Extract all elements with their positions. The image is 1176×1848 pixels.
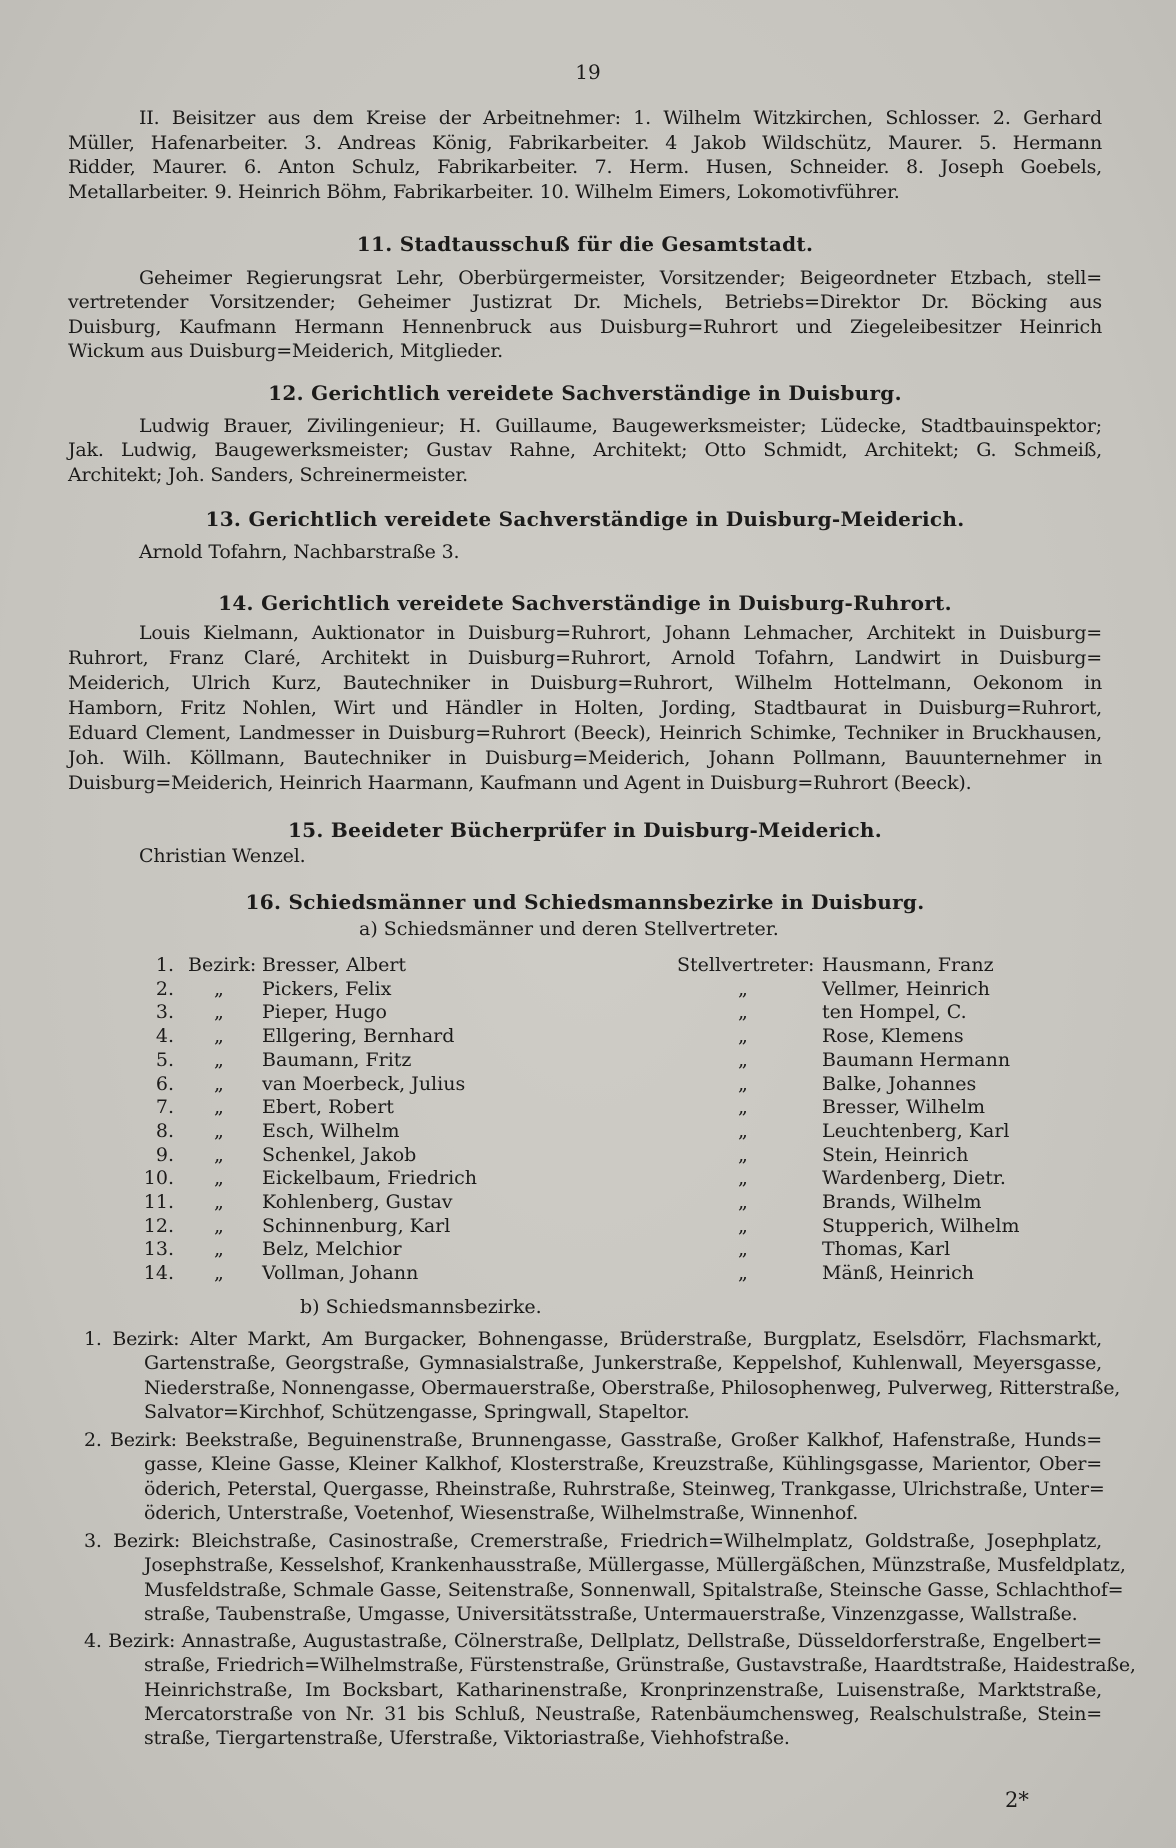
text-line: Duisburg=Meiderich, Heinrich Haarmann, Kaufmann und Agent in Duisburg=Ruhrort (Beeck). [68,772,972,794]
ditto-mark: „ [214,1191,224,1213]
section-heading: 15. Beeideter Bücherprüfer in Duisburg-Meiderich. [287,818,883,842]
text-line: Wickum aus Duisburg=Meiderich, Mitglieder. [68,340,504,363]
deputy-name: Brands, Wilhelm [822,1191,982,1213]
row-number: 6. [155,1072,174,1095]
ditto-mark: „ [214,1262,224,1285]
section-heading: 11. Stadtausschuß für die Gesamtstadt. [356,232,814,256]
text-line: Joh. Wilh. Köllmann, Bautechniker in Duisburg=Meiderich, Johann Pollmann, Bauunternehmer in [68,747,1102,769]
text-line: Louis Kielmann, Auktionator in Duisburg=Ruhrort, Johann Lehmacher, Architekt in Duisburg= [139,622,1102,644]
page-number: 19 [575,60,601,84]
district-line: straße, Tiergartenstraße, Uferstraße, Viktoriastraße, Viehhofstraße. [144,1727,790,1750]
section-heading: 12. Gerichtlich vereidete Sachverständige in Duisburg. [268,381,902,405]
deputy-label: Stellvertreter: [677,954,815,976]
ditto-mark: „ [738,977,748,1000]
subheading-b: b) Schiedsmannsbezirke. [300,1296,542,1318]
ditto-mark: „ [738,1191,748,1213]
district-line: straße, Taubenstraße, Umgasse, Universitätsstraße, Untermauerstraße, Vinzenzgasse, Wallstraße. [144,1602,1078,1625]
ditto-mark: „ [738,1143,748,1166]
deputy-name: Rose, Klemens [822,1025,964,1048]
ditto-mark: „ [738,1001,748,1024]
deputy-name: Vellmer, Heinrich [822,977,990,1000]
ditto-mark: „ [738,1167,748,1190]
row-number: 2. [155,977,174,1000]
text-line: Geheimer Regierungsrat Lehr, Oberbürgermeister, Vorsitzender; Beigeordneter Etzbach, stell= [139,267,1102,289]
arbitrator-name: Esch, Wilhelm [262,1119,400,1142]
arbitrator-name: van Moerbeck, Julius [262,1072,466,1095]
district-line: Musfeldstraße, Schmale Gasse, Seitenstraße, Sonnenwall, Spitalstraße, Steinsche Gasse, Schlachthof= [144,1578,1124,1601]
ditto-mark: „ [738,1072,748,1095]
ditto-mark: „ [214,1119,224,1142]
text-line: Müller, Hafenarbeiter. 3. Andreas König, Fabrikarbeiter. 4 Jakob Wildschütz, Maurer. 5. Hermann [68,131,1102,154]
row-number: 5. [155,1048,174,1071]
district-line: gasse, Kleine Gasse, Kleiner Kalkhof, Klosterstraße, Kreuzstraße, Kühlingsgasse, Marientor, Ober= [144,1453,1102,1476]
deputy-name: Wardenberg, Dietr. [822,1167,1006,1190]
text-line: Ridder, Maurer. 6. Anton Schulz, Fabrikarbeiter. 7. Herm. Husen, Schneider. 8. Joseph Goebels, [68,156,1102,179]
arbitrator-name: Belz, Melchior [262,1238,402,1261]
ditto-mark: „ [214,1072,224,1095]
ditto-mark: „ [214,1096,224,1119]
district-line: Gartenstraße, Georgstraße, Gymnasialstraße, Junkerstraße, Keppelshof, Kuhlenwall, Meyersgasse, [144,1352,1102,1375]
text-line: vertretender Vorsitzender; Geheimer Justizrat Dr. Michels, Betriebs=Direktor Dr. Böcking aus [68,291,1102,314]
arbitrator-name: Baumann, Fritz [262,1048,412,1071]
deputy-name: Stein, Heinrich [822,1143,969,1166]
district-line: öderich, Peterstal, Quergasse, Rheinstraße, Ruhrstraße, Steinweg, Trankgasse, Ulrichstraße, Unter= [144,1477,1105,1500]
deputy-name: Hausmann, Franz [822,954,994,976]
arbitrator-name: Pieper, Hugo [262,1001,387,1024]
row-number: 10. [143,1167,174,1190]
row-number: 7. [155,1096,174,1119]
section-heading: 16. Schiedsmänner und Schiedsmannsbezirke in Duisburg. [245,890,925,914]
ditto-mark: „ [214,1214,224,1237]
district-line: Salvator=Kirchhof, Schützengasse, Springwall, Stapeltor. [144,1400,690,1423]
section-heading: 14. Gerichtlich vereidete Sachverständige in Duisburg-Ruhrort. [218,591,952,615]
bezirk-label: Bezirk: [188,954,257,976]
text-line: Metallarbeiter. 9. Heinrich Böhm, Fabrikarbeiter. 10. Wilhelm Eimers, Lokomotivführer. [68,180,900,203]
district-line: öderich, Unterstraße, Voetenhof, Wiesenstraße, Wilhelmstraße, Winnenhof. [144,1501,859,1524]
text-line: II. Beisitzer aus dem Kreise der Arbeitnehmer: 1. Wilhelm Witzkirchen, Schlosser. 2. Gerhard [139,107,1102,129]
arbitrator-name: Pickers, Felix [262,977,392,1000]
ditto-mark: „ [214,977,224,1000]
deputy-name: Stupperich, Wilhelm [822,1214,1020,1237]
row-number: 4. [155,1025,174,1048]
ditto-mark: „ [214,1048,224,1071]
deputy-name: Leuchtenberg, Karl [822,1119,1010,1142]
district-line: Heinrichstraße, Im Bocksbart, Katharinenstraße, Kronprinzenstraße, Luisenstraße, Marktstraße, [144,1678,1102,1701]
district-line: 3. Bezirk: Bleichstraße, Casinostraße, Cremerstraße, Friedrich=Wilhelmplatz, Goldstraße, Josephplatz, [84,1530,1102,1552]
text-line: Duisburg, Kaufmann Hermann Hennenbruck aus Duisburg=Ruhrort und Ziegeleibesitzer Heinrich [68,315,1102,338]
deputy-name: ten Hompel, C. [822,1001,967,1024]
ditto-mark: „ [738,1238,748,1261]
arbitrator-name: Schinnenburg, Karl [262,1214,451,1237]
district-line: Mercatorstraße von Nr. 31 bis Schluß, Neustraße, Ratenbäumchensweg, Realschulstraße, Stein= [144,1702,1102,1725]
text-line: Christian Wenzel. [139,845,306,867]
arbitrator-name: Eickelbaum, Friedrich [262,1167,478,1190]
text-line: Arnold Tofahrn, Nachbarstraße 3. [139,541,460,563]
arbitrator-name: Schenkel, Jakob [262,1143,417,1166]
text-line: Ludwig Brauer, Zivilingenieur; H. Guillaume, Baugewerksmeister; Lüdecke, Stadtbauinspektor; [139,415,1102,437]
text-line: Meiderich, Ulrich Kurz, Bautechniker in Duisburg=Ruhrort, Wilhelm Hottelmann, Oekonom in [68,672,1102,694]
arbitrator-name: Vollman, Johann [262,1262,419,1285]
ditto-mark: „ [738,1096,748,1119]
ditto-mark: „ [738,1214,748,1237]
ditto-mark: „ [214,1001,224,1024]
subheading-a: a) Schiedsmänner und deren Stellvertreter. [359,918,779,940]
ditto-mark: „ [738,1025,748,1048]
deputy-name: Mänß, Heinrich [822,1262,974,1285]
text-line: Architekt; Joh. Sanders, Schreinermeister. [68,463,468,486]
arbitrator-name: Bresser, Albert [262,954,407,976]
district-line: straße, Friedrich=Wilhelmstraße, Fürstenstraße, Grünstraße, Gustavstraße, Haardtstraße, Haidestraße, [144,1654,1136,1677]
district-line: 4. Bezirk: Annastraße, Augustastraße, Cölnerstraße, Dellplatz, Dellstraße, Düsseldorferstraße, Engelbert= [84,1630,1102,1652]
text-line: Ruhrort, Franz Claré, Architekt in Duisburg=Ruhrort, Arnold Tofahrn, Landwirt in Duisburg= [68,647,1102,669]
ditto-mark: „ [738,1119,748,1142]
ditto-mark: „ [738,1048,748,1071]
row-number: 14. [143,1262,174,1285]
arbitrator-name: Ellgering, Bernhard [262,1025,455,1048]
section-heading: 13. Gerichtlich vereidete Sachverständige in Duisburg-Meiderich. [205,507,965,531]
row-number: 12. [143,1214,174,1237]
row-number: 9. [155,1143,174,1166]
row-number: 3. [155,1001,174,1024]
signature-mark: 2* [1005,1788,1029,1812]
ditto-mark: „ [214,1143,224,1166]
ditto-mark: „ [214,1025,224,1048]
arbitrator-name: Kohlenberg, Gustav [262,1191,453,1213]
deputy-name: Baumann Hermann [822,1048,1011,1071]
ditto-mark: „ [738,1262,748,1285]
text-line: Hamborn, Fritz Nohlen, Wirt und Händler in Holten, Jording, Stadtbaurat in Duisburg=Ruhrort, [68,697,1102,719]
text-line: Jak. Ludwig, Baugewerksmeister; Gustav Rahne, Architekt; Otto Schmidt, Architekt; G. Schmeiß, [68,439,1102,462]
row-number: 13. [143,1238,174,1261]
deputy-name: Thomas, Karl [822,1238,951,1261]
deputy-name: Bresser, Wilhelm [822,1096,986,1119]
row-number: 8. [155,1119,174,1142]
row-number: 1. [155,954,174,976]
district-line: Niederstraße, Nonnengasse, Obermauerstraße, Oberstraße, Philosophenweg, Pulverweg, Ritterstraße, [144,1376,1121,1399]
district-line: Josephstraße, Kesselshof, Krankenhausstraße, Müllergasse, Müllergäßchen, Münzstraße, Musfeldplatz, [144,1554,1126,1577]
deputy-name: Balke, Johannes [822,1072,977,1095]
row-number: 11. [143,1191,174,1213]
text-line: Eduard Clement, Landmesser in Duisburg=Ruhrort (Beeck), Heinrich Schimke, Techniker in Bruckhausen, [68,722,1102,744]
district-line: 2. Bezirk: Beekstraße, Beguinenstraße, Brunnengasse, Gasstraße, Großer Kalkhof, Hafenstraße, Hunds= [84,1429,1102,1451]
ditto-mark: „ [214,1167,224,1190]
district-line: 1. Bezirk: Alter Markt, Am Burgacker, Bohnengasse, Brüderstraße, Burgplatz, Eselsdörr, Flachsmarkt, [84,1328,1102,1350]
ditto-mark: „ [214,1238,224,1261]
arbitrator-name: Ebert, Robert [262,1096,394,1119]
